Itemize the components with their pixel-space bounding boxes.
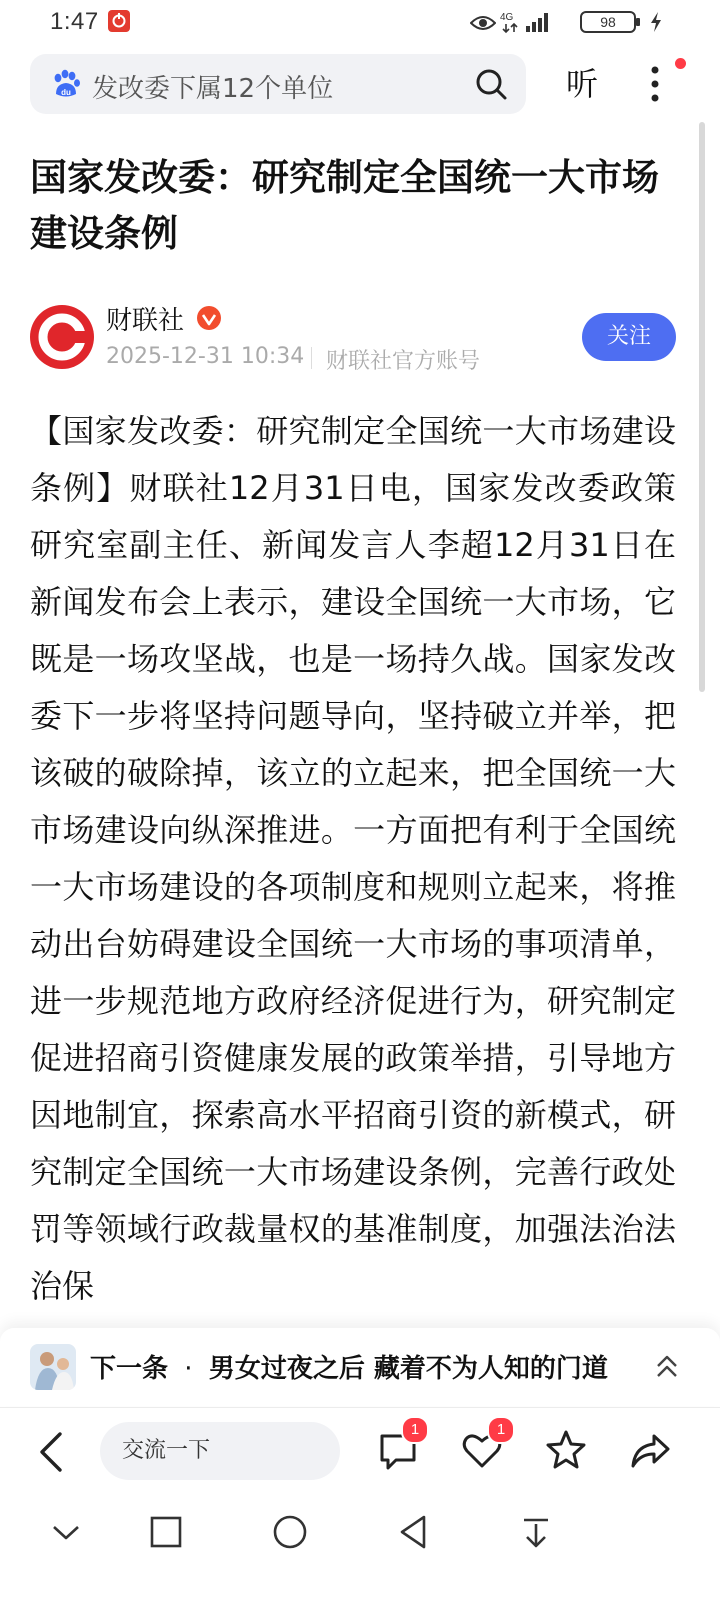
baidu-paw-icon — [50, 68, 82, 100]
publish-time: 2025-12-31 10:34 — [106, 344, 305, 369]
follow-button[interactable]: 关注 — [582, 313, 676, 361]
search-icon[interactable] — [474, 67, 508, 101]
source-account: 财联社官方账号 — [326, 349, 481, 374]
article-title: 国家发改委：研究制定全国统一大市场建设条例 — [30, 156, 659, 255]
comment-count-badge: 1 — [401, 1416, 429, 1444]
author-name[interactable]: 财联社 — [106, 306, 185, 336]
chevron-down-icon[interactable] — [46, 1512, 86, 1552]
search-bar[interactable] — [30, 54, 526, 114]
like-count-badge: 1 — [487, 1416, 515, 1444]
notification-pulldown-icon[interactable] — [516, 1512, 556, 1552]
next-article-text[interactable] — [90, 1348, 608, 1385]
status-bar — [0, 0, 720, 46]
notification-dot — [675, 58, 686, 69]
next-article-thumbnail — [30, 1344, 76, 1390]
article-body: 【国家发改委：研究制定全国统一大市场建设条例】财联社12月31日电，国家发改委政策研究室副主任、新闻发言人李超12月31日在新闻发布会上表示，建设全国统一大市场，它既是一场攻坚战，也是一场持久战。国家发改委下一步将坚持问题导向，坚持破立并举，把该破的破除掉，该立的立起来，把全国统一大市场建设向纵深推进。一方面把有利于全国统一大市场建设的各项制度和规则立起来，将推动出台妨碍建设全国统一大市场的事项清单，进一步规范地方政府经济促进行为，研究制定促进招商引资健康发展的政策举措，引导地方因地制宜，探索高水平招商引资的新模式，研究制定全国统一大市场建设条例，完善行政处罚等领域行政裁量权的基准制度，加强法治法治保 — [30, 412, 676, 1305]
next-article-separator: · — [184, 1354, 193, 1384]
next-article-bar[interactable] — [0, 1328, 720, 1406]
meta-divider — [311, 347, 312, 369]
battery-level: 98 — [600, 14, 616, 30]
verified-badge-icon — [196, 305, 222, 331]
svg-text:du: du — [61, 88, 71, 97]
next-article-label: 下一条 — [90, 1354, 169, 1384]
signal-icon — [500, 10, 560, 34]
scrollbar[interactable] — [699, 122, 705, 692]
back-triangle-icon[interactable] — [394, 1512, 434, 1552]
eye-icon — [470, 12, 496, 34]
charging-icon — [648, 11, 664, 33]
battery-icon — [580, 11, 642, 33]
system-nav-bar — [0, 1494, 720, 1600]
comment-input[interactable]: 交流一下 — [100, 1422, 340, 1480]
more-menu-icon[interactable] — [640, 62, 670, 106]
bottom-toolbar — [0, 1407, 720, 1494]
back-arrow-icon[interactable] — [36, 1430, 66, 1474]
home-icon[interactable] — [270, 1512, 310, 1552]
author-avatar[interactable] — [30, 305, 94, 369]
share-icon[interactable] — [628, 1428, 672, 1472]
star-icon[interactable] — [544, 1428, 588, 1472]
listen-button[interactable]: 听 — [566, 65, 599, 103]
recent-apps-icon[interactable] — [146, 1512, 186, 1552]
search-query[interactable]: 发改委下属12个单位 — [92, 74, 334, 104]
chevron-up-double-icon[interactable] — [654, 1352, 680, 1382]
next-article-title[interactable]: 男女过夜之后 藏着不为人知的门道 — [208, 1354, 608, 1384]
notification-app-icon — [108, 10, 130, 32]
network-type: 4G — [500, 12, 514, 23]
status-icons — [434, 10, 664, 36]
status-time: 1:47 — [50, 8, 99, 35]
